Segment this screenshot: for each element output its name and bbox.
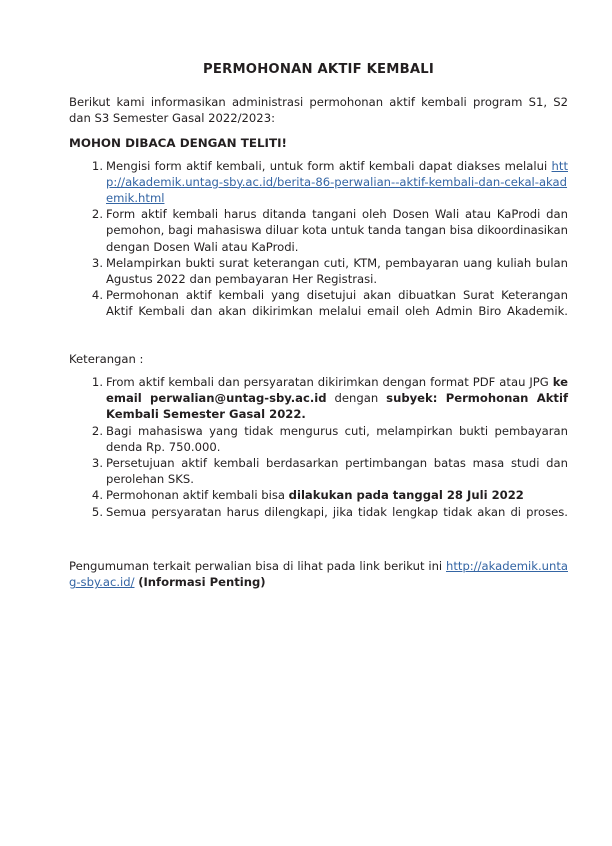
body-text: dengan [326, 391, 387, 406]
list-item-text [106, 487, 568, 503]
body-text: Mengisi form aktif kembali, untuk form aktif kembali dapat diakses melalui [106, 158, 552, 173]
notes-list [69, 374, 568, 536]
list-item-text [106, 158, 568, 207]
body-text: Bagi mahasiswa yang tidak mengurus cuti, melampirkan bukti pembayaran denda Rp. 750.000. [106, 423, 568, 454]
list-item [69, 455, 568, 487]
list-item [69, 374, 568, 423]
emphasis-text: dilakukan pada tanggal 28 Juli 2022 [288, 488, 524, 503]
list-item [69, 158, 568, 207]
read-carefully-notice: MOHON DIBACA DENGAN TELITI! [69, 136, 287, 151]
list-item-text [106, 255, 568, 287]
intro-paragraph: Berikut kami informasikan administrasi permohonan aktif kembali program S1, S2 dan S3 Semester Gasal 2022/2023: [69, 95, 568, 126]
emphasis-text: ke email perwalian@untag-sby.ac.id [106, 375, 568, 406]
list-item-text [106, 504, 568, 536]
external-link[interactable]: http://akademik.untag-sby.ac.id/berita-86-perwalian--aktif-kembali-dan-cekal-akademik.html [106, 158, 568, 206]
body-text: Form aktif kembali harus ditanda tangani oleh Dosen Wali atau KaProdi dan pemohon, bagi mahasiswa diluar kota untuk tanda tangan bisa dikoordinasikan dengan Dosen Wali atau KaProdi. [106, 207, 568, 254]
list-item [69, 287, 568, 336]
page-title: PERMOHONAN AKTIF KEMBALI [203, 62, 434, 77]
body-text: From aktif kembali dan persyaratan dikirimkan dengan format PDF atau JPG [106, 375, 553, 390]
closing-paragraph [69, 558, 568, 590]
list-item [69, 423, 568, 455]
requirements-list [69, 158, 568, 336]
spacer [69, 336, 568, 351]
spacer [69, 536, 568, 558]
body-text: Melampirkan bukti surat keterangan cuti, KTM, pembayaran uang kuliah bulan Agustus 2022 dan pembayaran Her Registrasi. [106, 255, 568, 287]
body-text: Persetujuan aktif kembali berdasarkan pertimbangan batas masa studi dan perolehan SKS. [106, 456, 568, 487]
list-item-text [106, 287, 568, 336]
list-item [69, 206, 568, 255]
list-item [69, 487, 568, 503]
list-item-text [106, 423, 568, 455]
keterangan-label: Keterangan : [69, 351, 144, 366]
emphasis-text: (Informasi Penting) [138, 575, 266, 590]
list-item [69, 504, 568, 536]
document-content [69, 62, 568, 590]
emphasis-text: subyek: Permohonan Aktif Kembali Semester Gasal 2022. [106, 391, 568, 422]
body-text: Semua persyaratan harus dilengkapi, jika tidak lengkap tidak akan di proses. [106, 504, 568, 519]
list-item-text [106, 455, 568, 487]
body-text: Pengumuman terkait perwalian bisa di lihat pada link berikut ini [69, 559, 446, 574]
list-item-text [106, 206, 568, 255]
external-link[interactable]: http://akademik.untag-sby.ac.id/ [69, 559, 568, 590]
body-text: Permohonan aktif kembali yang disetujui akan dibuatkan Surat Keterangan Aktif Kembali dan akan dikirimkan melalui email oleh Admin Biro Akademik. [106, 288, 568, 319]
list-item [69, 255, 568, 287]
list-item-text [106, 374, 568, 423]
body-text: Permohonan aktif kembali bisa [106, 488, 289, 503]
